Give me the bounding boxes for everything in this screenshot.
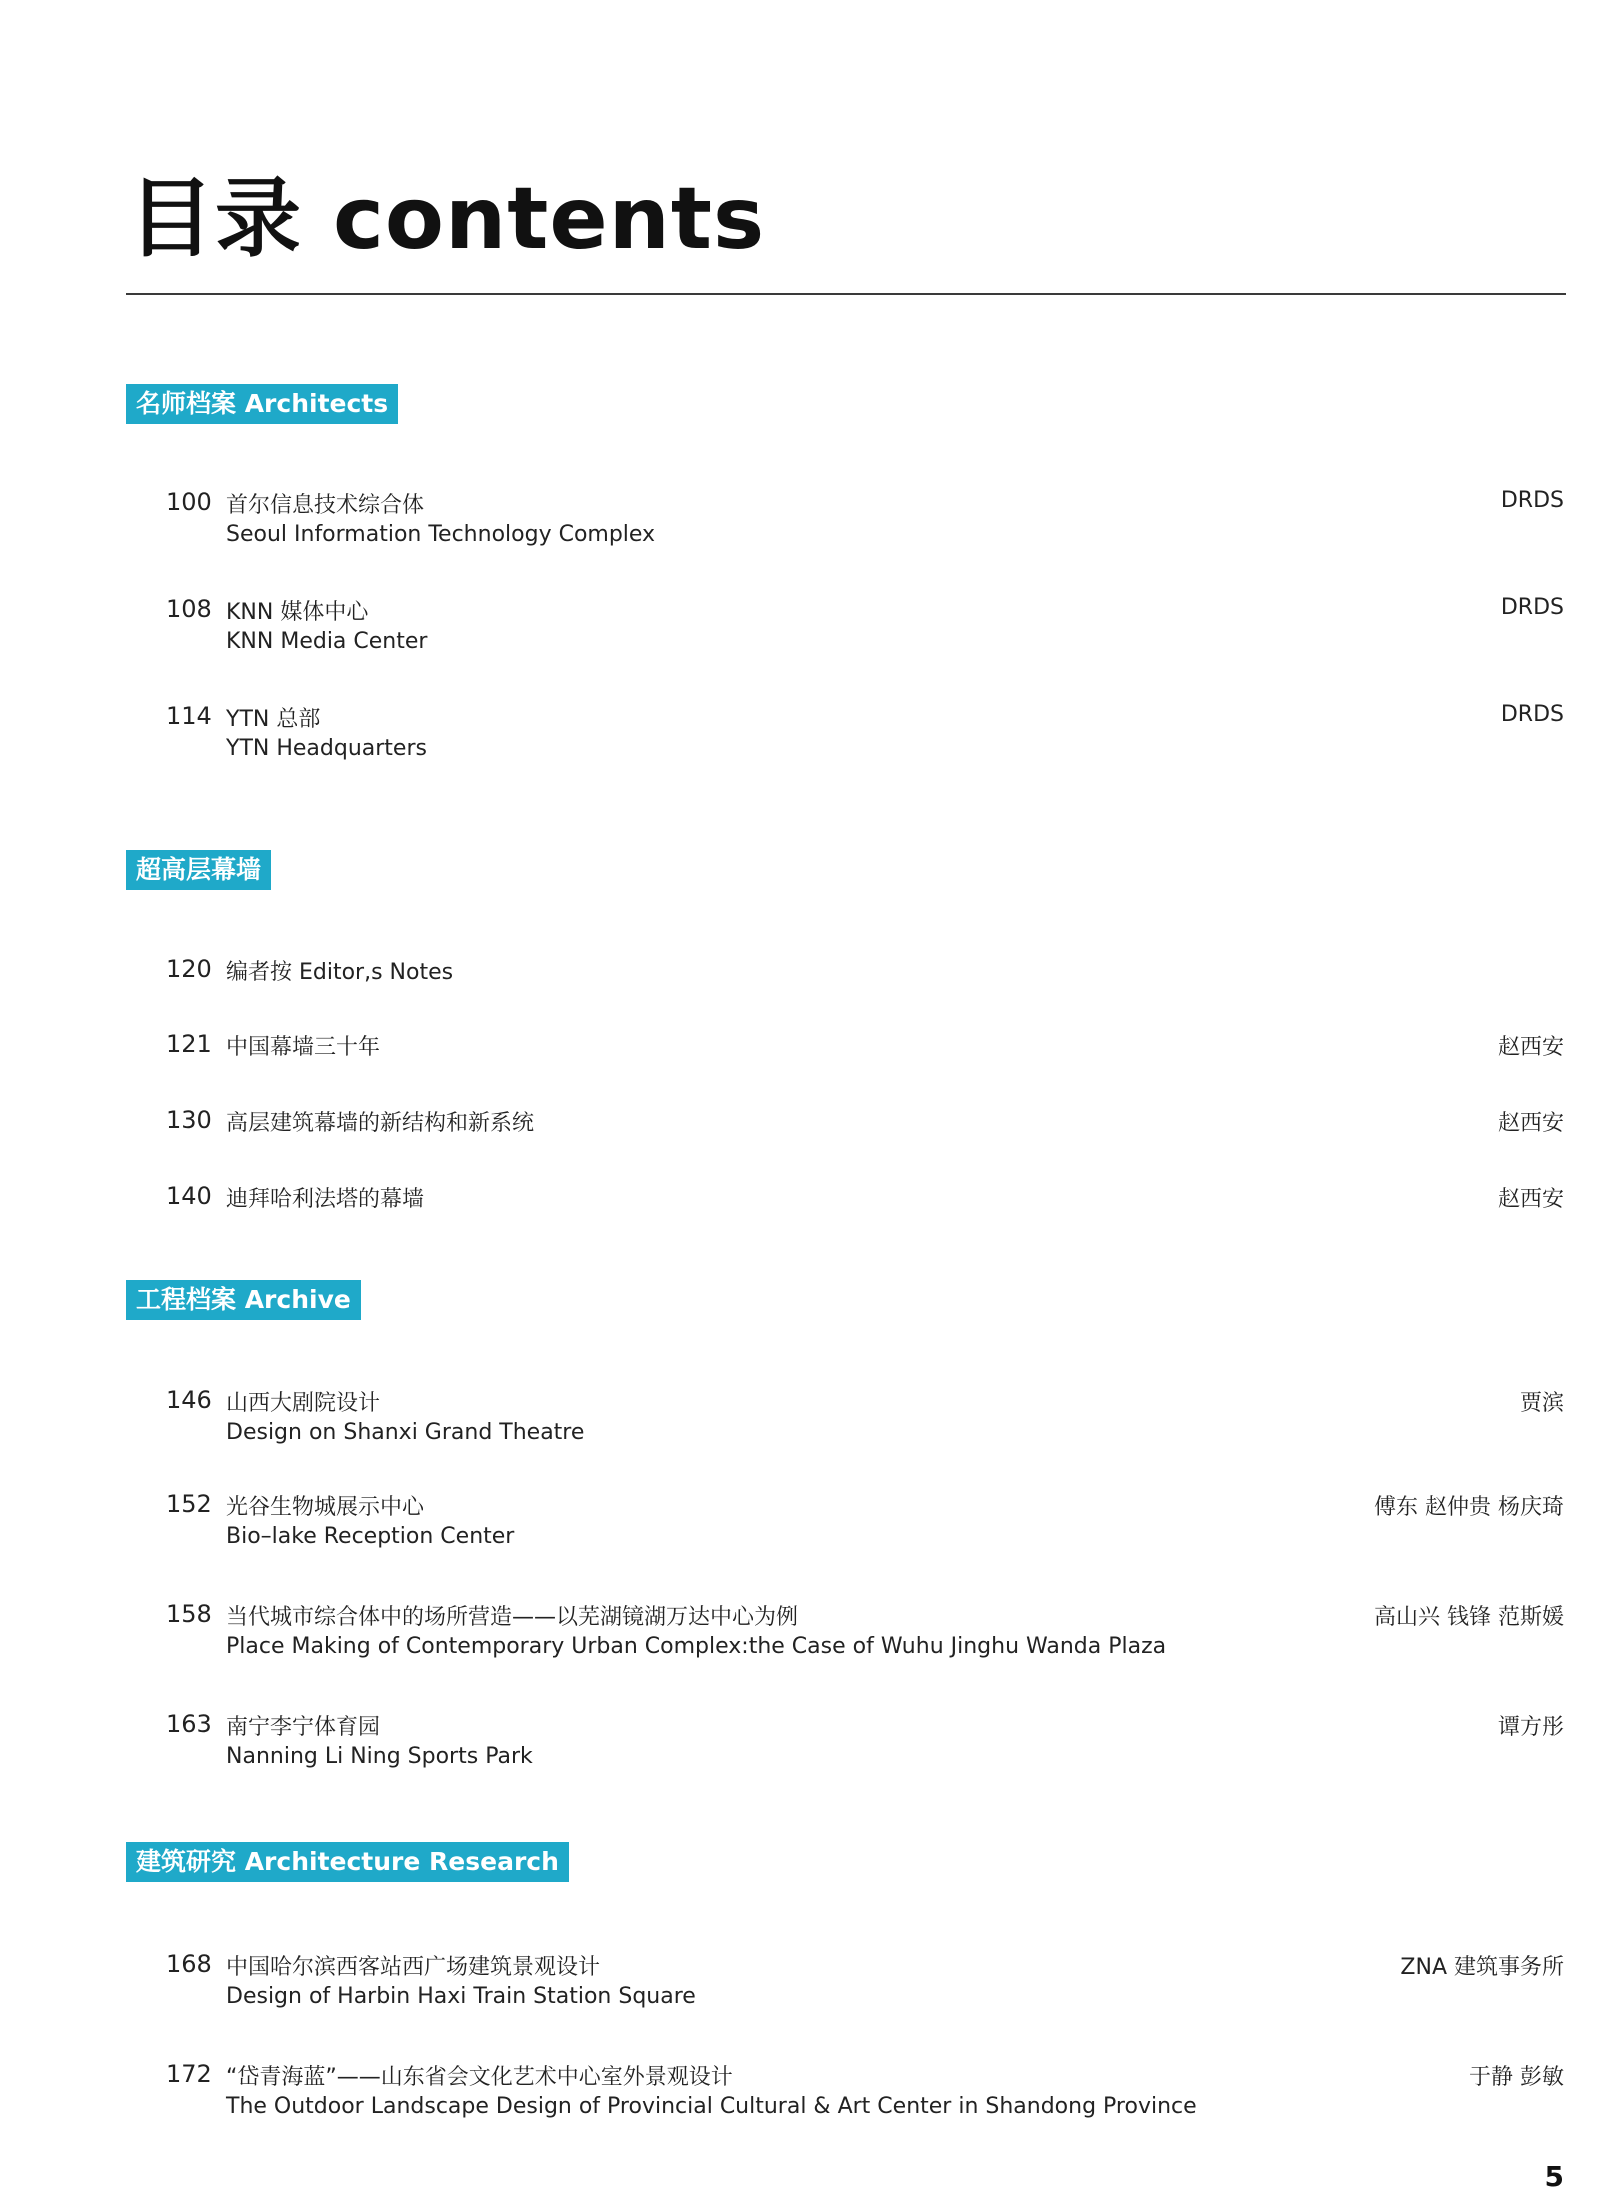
entry-page-number: 100: [166, 488, 212, 516]
entry-page-number: 146: [166, 1386, 212, 1414]
entry-title-en: Design on Shanxi Grand Theatre: [226, 1420, 585, 1445]
section-tag-curtain-wall: 超高层幕墙: [126, 850, 271, 890]
entry-title-cn: 中国哈尔滨西客站西广场建筑景观设计: [226, 1955, 601, 1980]
entry-title-cn: “岱青海蓝”——山东省会文化艺术中心室外景观设计: [226, 2065, 733, 2090]
entry-author: DRDS: [1500, 595, 1564, 620]
entry-author: 高山兴 钱锋 范斯媛: [1374, 1605, 1564, 1630]
section-tag-architects: 名师档案 Architects: [126, 384, 398, 424]
section-tag-architecture-research: 建筑研究 Architecture Research: [126, 1842, 569, 1882]
entry-title-cn: 中国幕墙三十年: [226, 1035, 381, 1060]
entry-author: 谭方彤: [1497, 1715, 1564, 1740]
entry-page-number: 114: [166, 702, 212, 730]
entry-page-number: 172: [166, 2060, 212, 2088]
entry-page-number: 140: [166, 1182, 212, 1210]
entry-title-cn: 山西大剧院设计: [226, 1391, 381, 1416]
entry-page-number: 121: [166, 1030, 212, 1058]
entry-author: 赵西安: [1497, 1111, 1564, 1136]
entry-author: 赵西安: [1497, 1035, 1564, 1060]
entry-author: 赵西安: [1497, 1187, 1564, 1212]
entry-page-number: 168: [166, 1950, 212, 1978]
section-tag-archive: 工程档案 Archive: [126, 1280, 361, 1320]
entry-title-cn: YTN 总部: [226, 707, 321, 732]
entry-title-en: Nanning Li Ning Sports Park: [226, 1744, 533, 1769]
entry-title-en: The Outdoor Landscape Design of Provincial Cultural & Art Center in Shandong Province: [226, 2094, 1197, 2119]
entry-author: DRDS: [1500, 488, 1564, 513]
entry-author: 于静 彭敏: [1469, 2065, 1564, 2090]
entry-title-en: YTN Headquarters: [226, 736, 427, 761]
entry-author: 傅东 赵仲贵 杨庆琦: [1374, 1495, 1564, 1520]
entry-title-en: Seoul Information Technology Complex: [226, 522, 656, 547]
entry-title-cn: 南宁李宁体育园: [226, 1715, 381, 1740]
entry-title-cn: 当代城市综合体中的场所营造——以芜湖镜湖万达中心为例: [226, 1605, 799, 1630]
entry-author: ZNA 建筑事务所: [1400, 1955, 1564, 1980]
entry-author: DRDS: [1500, 702, 1564, 727]
title-divider: [126, 293, 1566, 295]
entry-title-en: Bio–lake Reception Center: [226, 1524, 515, 1549]
entry-title-cn: 首尔信息技术综合体: [226, 493, 425, 518]
entry-page-number: 152: [166, 1490, 212, 1518]
entry-page-number: 163: [166, 1710, 212, 1738]
page-title: 目录 contents: [128, 169, 766, 269]
entry-page-number: 130: [166, 1106, 212, 1134]
entry-title-cn: 光谷生物城展示中心: [226, 1495, 425, 1520]
entry-page-number: 108: [166, 595, 212, 623]
page-number: 5: [1544, 2160, 1564, 2193]
entry-title-cn: KNN 媒体中心: [226, 600, 369, 625]
entry-title-en: Place Making of Contemporary Urban Complex:the Case of Wuhu Jinghu Wanda Plaza: [226, 1634, 1167, 1659]
entry-title-cn: 高层建筑幕墙的新结构和新系统: [226, 1111, 535, 1136]
entry-page-number: 158: [166, 1600, 212, 1628]
entry-author: 贾滨: [1519, 1391, 1564, 1416]
entry-page-number: 120: [166, 955, 212, 983]
entry-title-cn: 编者按 Editor,s Notes: [226, 960, 454, 985]
entry-title-cn: 迪拜哈利法塔的幕墙: [226, 1187, 425, 1212]
entry-title-en: Design of Harbin Haxi Train Station Square: [226, 1984, 696, 2009]
entry-title-en: KNN Media Center: [226, 629, 428, 654]
